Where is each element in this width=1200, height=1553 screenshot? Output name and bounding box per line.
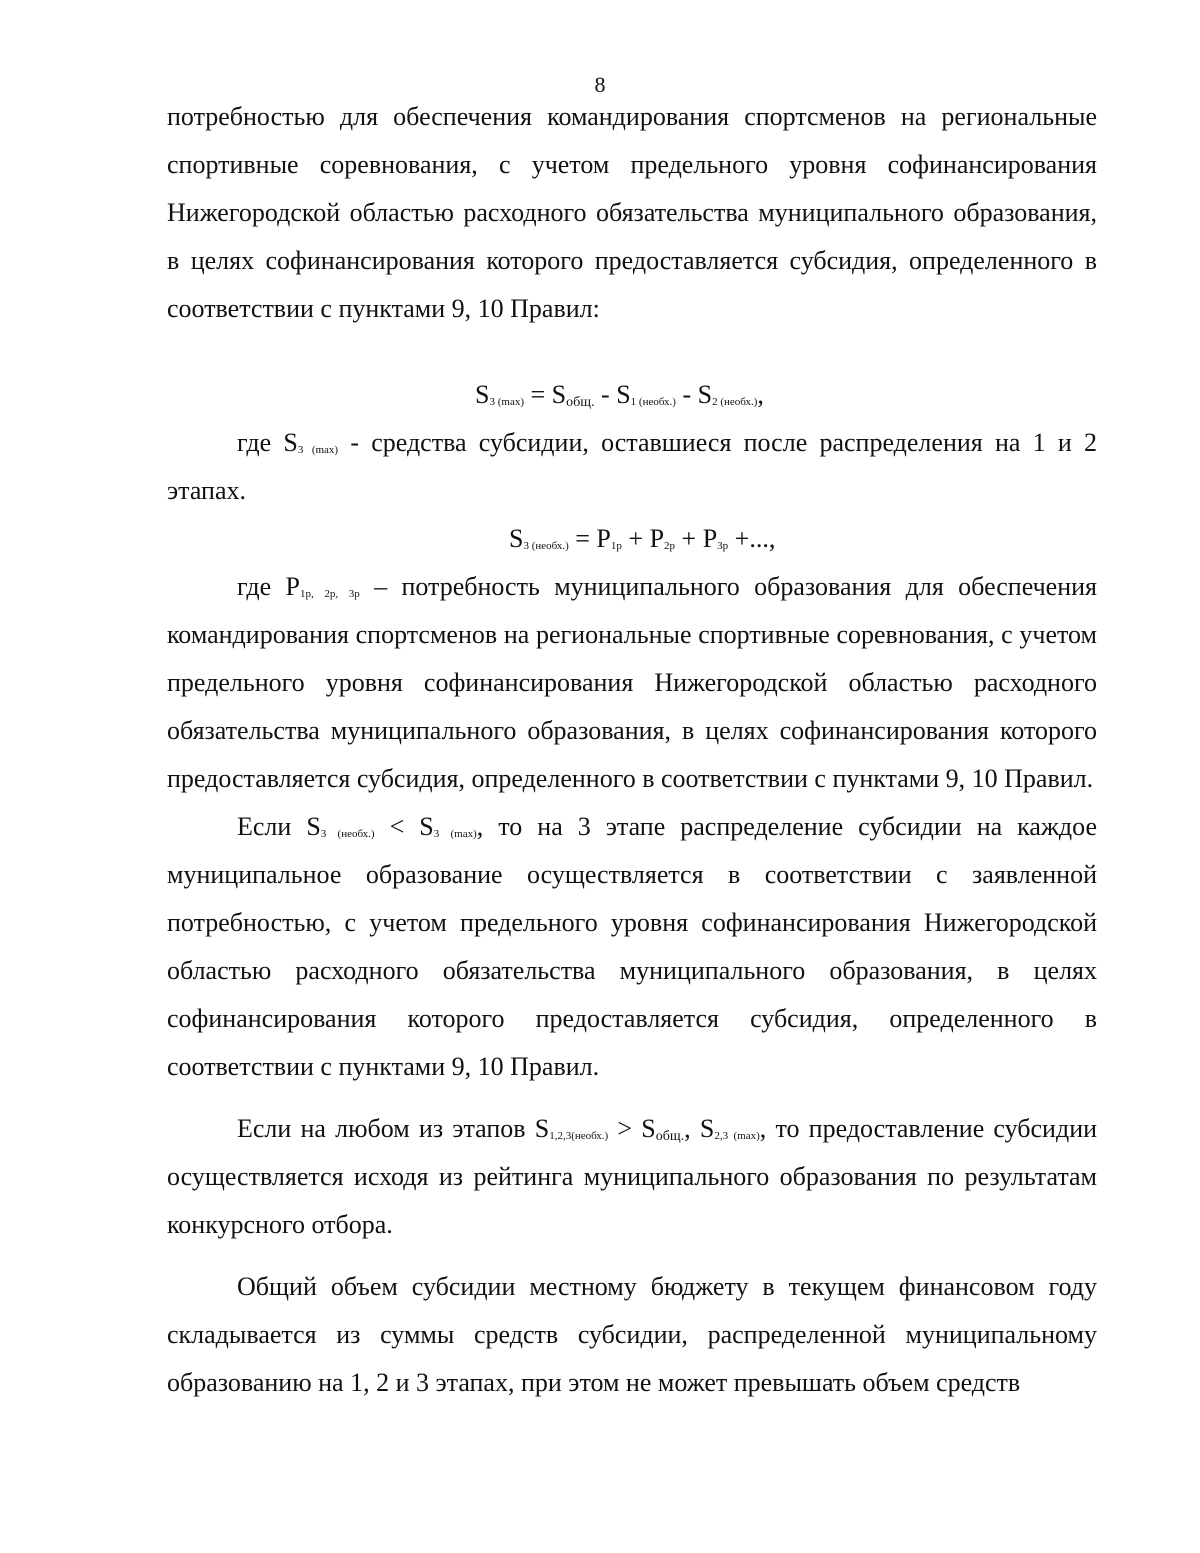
formula-punctuation: +..., xyxy=(728,524,776,553)
paragraph-if-need-exceeds xyxy=(167,1105,1097,1249)
paragraph-total-subsidy: Общий объем субсидии местному бюджету в текущем финансовом году складывается из суммы средств субсидии, распределенной муниципальному образованию на 1, 2 и 3 этапах, при этом не может превышать объем средств xyxy=(167,1272,1097,1397)
text-body: - средства субсидии, оставшиеся после распределения на 1 и 2 этапах. xyxy=(167,428,1098,505)
formula-operator: + xyxy=(675,524,703,553)
formula-symbol: S xyxy=(306,812,321,841)
document-body xyxy=(167,93,1097,1407)
formula-subscript: 1,2,3(необх.) xyxy=(549,1130,609,1143)
text-lead: где xyxy=(237,572,286,601)
formula-subscript: 3р xyxy=(717,540,729,553)
paragraph-need-definition: потребностью для обеспечения командирования спортсменов на региональные спортивные соревнования, с учетом предельного уровня софинансирования Нижегородской областью расходного обязательства муниципального образования, в целях софинансирования которого предоставляется субсидия, определенного в соответствии с пунктами 9, 10 Правил: xyxy=(167,102,1097,323)
formula-subscript: 3 (необх.) xyxy=(320,828,375,841)
formula-subscript: 1 (необх.) xyxy=(630,396,676,409)
formula-subscript: общ. xyxy=(655,1128,685,1144)
formula-symbol: S xyxy=(697,380,713,409)
formula-symbol: S xyxy=(641,1114,656,1143)
formula-symbol: S xyxy=(534,1114,550,1143)
text-body: , то предоставление субсидии осуществляется исходя из рейтинга муниципального образования по результатам конкурсного отбора. xyxy=(167,1114,1098,1239)
page-number: 8 xyxy=(594,72,606,97)
formula-subscript: 1р, 2р, 3р xyxy=(299,588,360,601)
formula-s3-max xyxy=(167,371,1097,419)
formula-subscript: 2р xyxy=(664,540,676,553)
formula-s3-need xyxy=(167,515,1097,563)
formula-operator: + xyxy=(621,524,650,553)
formula-symbol: P xyxy=(702,524,718,553)
formula-symbol: S xyxy=(419,812,434,841)
formula-subscript: 3 (max) xyxy=(433,828,477,841)
formula-symbol: S xyxy=(509,524,524,553)
formula-operator: = xyxy=(568,524,597,553)
text-lead: где xyxy=(237,428,284,457)
formula-symbol: P xyxy=(285,572,300,601)
paragraph-where-p xyxy=(167,563,1097,803)
text-lead: Если на любом из этапов xyxy=(237,1114,535,1143)
formula-punctuation: , xyxy=(684,1114,700,1143)
text-body: – потребность муниципального образования для обеспечения командирования спортсменов на региональные спортивные соревнования, с учетом предельного уровня софинансирования Нижегородской областью расходного обязательства муниципального образования, в целях софинансирования которого предоставляется субсидия, определенного в соответствии с пунктами 9, 10 Правил. xyxy=(167,572,1098,793)
text-lead: Если xyxy=(237,812,307,841)
formula-subscript: 3 (необх.) xyxy=(523,540,569,553)
paragraph-where-s3-max xyxy=(167,419,1097,515)
formula-subscript: 1р xyxy=(610,540,622,553)
formula-operator: > xyxy=(608,1114,642,1143)
formula-subscript: 2,3 (max) xyxy=(714,1130,760,1143)
formula-operator: < xyxy=(374,812,420,841)
formula-operator: - xyxy=(675,380,698,409)
formula-operator: = xyxy=(523,380,552,409)
formula-symbol: S xyxy=(699,1114,715,1143)
formula-punctuation: , xyxy=(757,380,764,409)
formula-symbol: P xyxy=(649,524,665,553)
formula-subscript: 3 (max) xyxy=(297,444,339,457)
formula-symbol: S xyxy=(475,380,490,409)
formula-symbol: S xyxy=(551,380,567,409)
formula-symbol: S xyxy=(283,428,298,457)
formula-subscript: 3 (max) xyxy=(489,396,524,409)
formula-operator: - xyxy=(594,380,617,409)
formula-subscript: общ. xyxy=(566,394,595,410)
formula-symbol: S xyxy=(616,380,631,409)
formula-symbol: P xyxy=(596,524,611,553)
formula-subscript: 2 (необх.) xyxy=(712,396,758,409)
text-body: , то на 3 этапе распределение субсидии на каждое муниципальное образование осуществляется в соответствии с заявленной потребностью, с учетом предельного уровня софинансирования Нижегородской областью расходного обязательства муниципального образования, в целях софинансирования которого предоставляется субсидия, определенного в соответствии с пунктами 9, 10 Правил. xyxy=(167,812,1098,1081)
paragraph-if-need-less-than-max xyxy=(167,803,1097,1091)
